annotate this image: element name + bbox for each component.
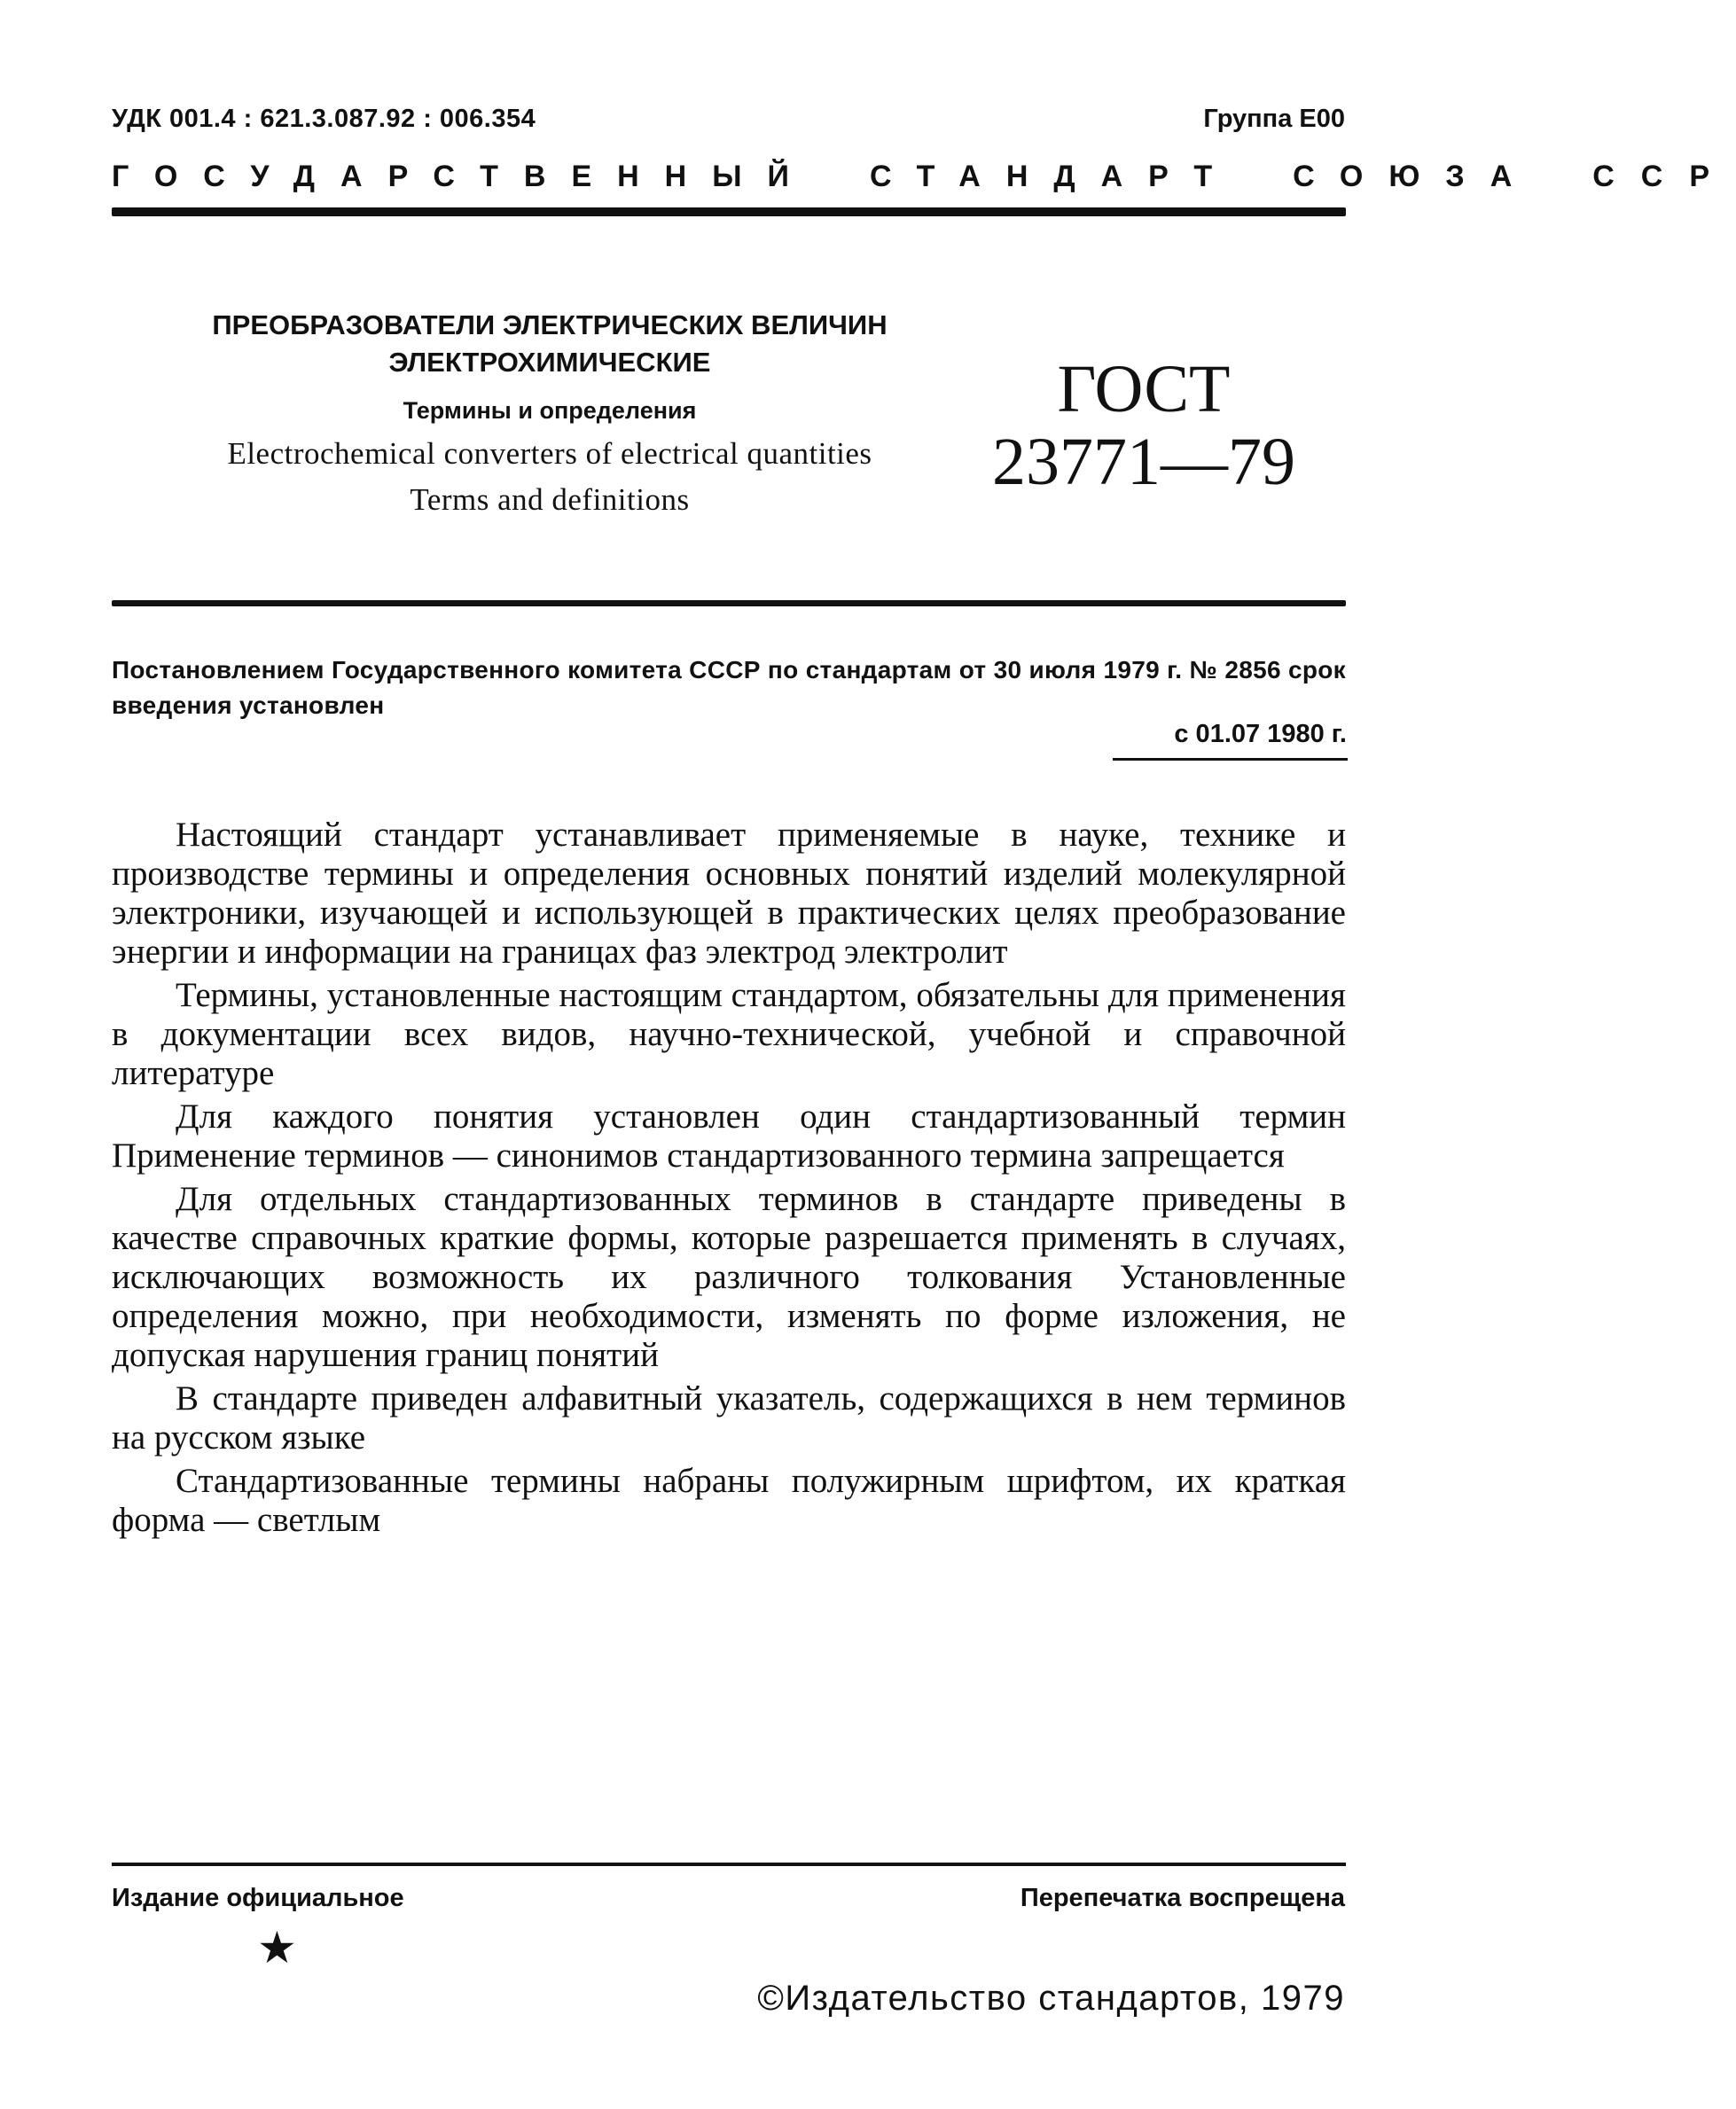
- star-icon: ★: [257, 1923, 297, 1972]
- udk-code: УДК 001.4 : 621.3.087.92 : 006.354: [112, 105, 536, 133]
- heading-word-2: СТАНДАРТ: [869, 160, 1239, 193]
- body-paragraph: Для отдельных стандартизованных терминов в стандарте приведены в качестве справочных краткие формы, которые разрешается применять в случаях, исключающих возможность их различного толкования Установленные определения можно, при необходимости, изменять по форме изложения, не допуская нарушения границ понятий: [112, 1180, 1346, 1374]
- copyright-notice: ©Издательство стандартов, 1979: [757, 1979, 1345, 2018]
- gost-label: ГОСТ: [1057, 352, 1231, 426]
- body-paragraph: Термины, установленные настоящим стандартом, обязательны для применения в документации всех видов, научно-технической, учебной и справочной литературе: [112, 976, 1346, 1092]
- header-divider: [112, 207, 1346, 216]
- body-paragraph: Настоящий стандарт устанавливает применяемые в науке, технике и производстве термины и определения основных понятий изделий молекулярной электроники, изучающей и использующей в практических целях преобразование энергии и информации на границах фаз электрод электролит: [112, 816, 1346, 971]
- body-paragraph: Для каждого понятия установлен один стандартизованный термин Применение терминов — синонимов стандартизованного термина запрещается: [112, 1097, 1346, 1175]
- footer-divider: [112, 1863, 1346, 1866]
- reprint-notice: Перепечатка воспрещена: [1020, 1884, 1345, 1912]
- title-ru-subtitle: Термины и определения: [403, 397, 697, 424]
- effective-date: с 01.07 1980 г.: [1174, 720, 1347, 748]
- title-en-line-2: Terms and definitions: [410, 482, 690, 517]
- title-ru-line-2: ЭЛЕКТРОХИМИЧЕСКИЕ: [388, 347, 711, 378]
- body-text: [112, 816, 1346, 1544]
- gost-number: 23771—79: [992, 425, 1295, 499]
- state-standard-heading: [112, 160, 1736, 194]
- heading-word-1: ГОСУДАРСТВЕННЫЙ: [112, 160, 815, 193]
- body-paragraph: В стандарте приведен алфавитный указатель, содержащихся в нем терминов на русском языке: [112, 1379, 1346, 1457]
- document-title-block: [142, 307, 958, 517]
- body-paragraph: Стандартизованные термины набраны полужирным шрифтом, их краткая форма — светлым: [112, 1462, 1346, 1539]
- group-code: Группа Е00: [1203, 105, 1345, 133]
- heading-word-4: ССР: [1592, 160, 1736, 193]
- title-divider: [112, 600, 1346, 606]
- heading-word-3: СОЮЗА: [1293, 160, 1538, 193]
- title-ru-line-1: ПРЕОБРАЗОВАТЕЛИ ЭЛЕКТРИЧЕСКИХ ВЕЛИЧИН: [212, 309, 888, 340]
- title-en-line-1: Electrochemical converters of electrical quantities: [227, 436, 872, 471]
- gost-designation: [984, 353, 1303, 498]
- edition-label: Издание официальное: [112, 1884, 404, 1912]
- effective-date-underline: [1113, 758, 1348, 761]
- decree-text: Постановлением Государственного комитета СССР по стандартам от 30 июля 1979 г. № 2856 срок введения установлен: [112, 656, 1346, 719]
